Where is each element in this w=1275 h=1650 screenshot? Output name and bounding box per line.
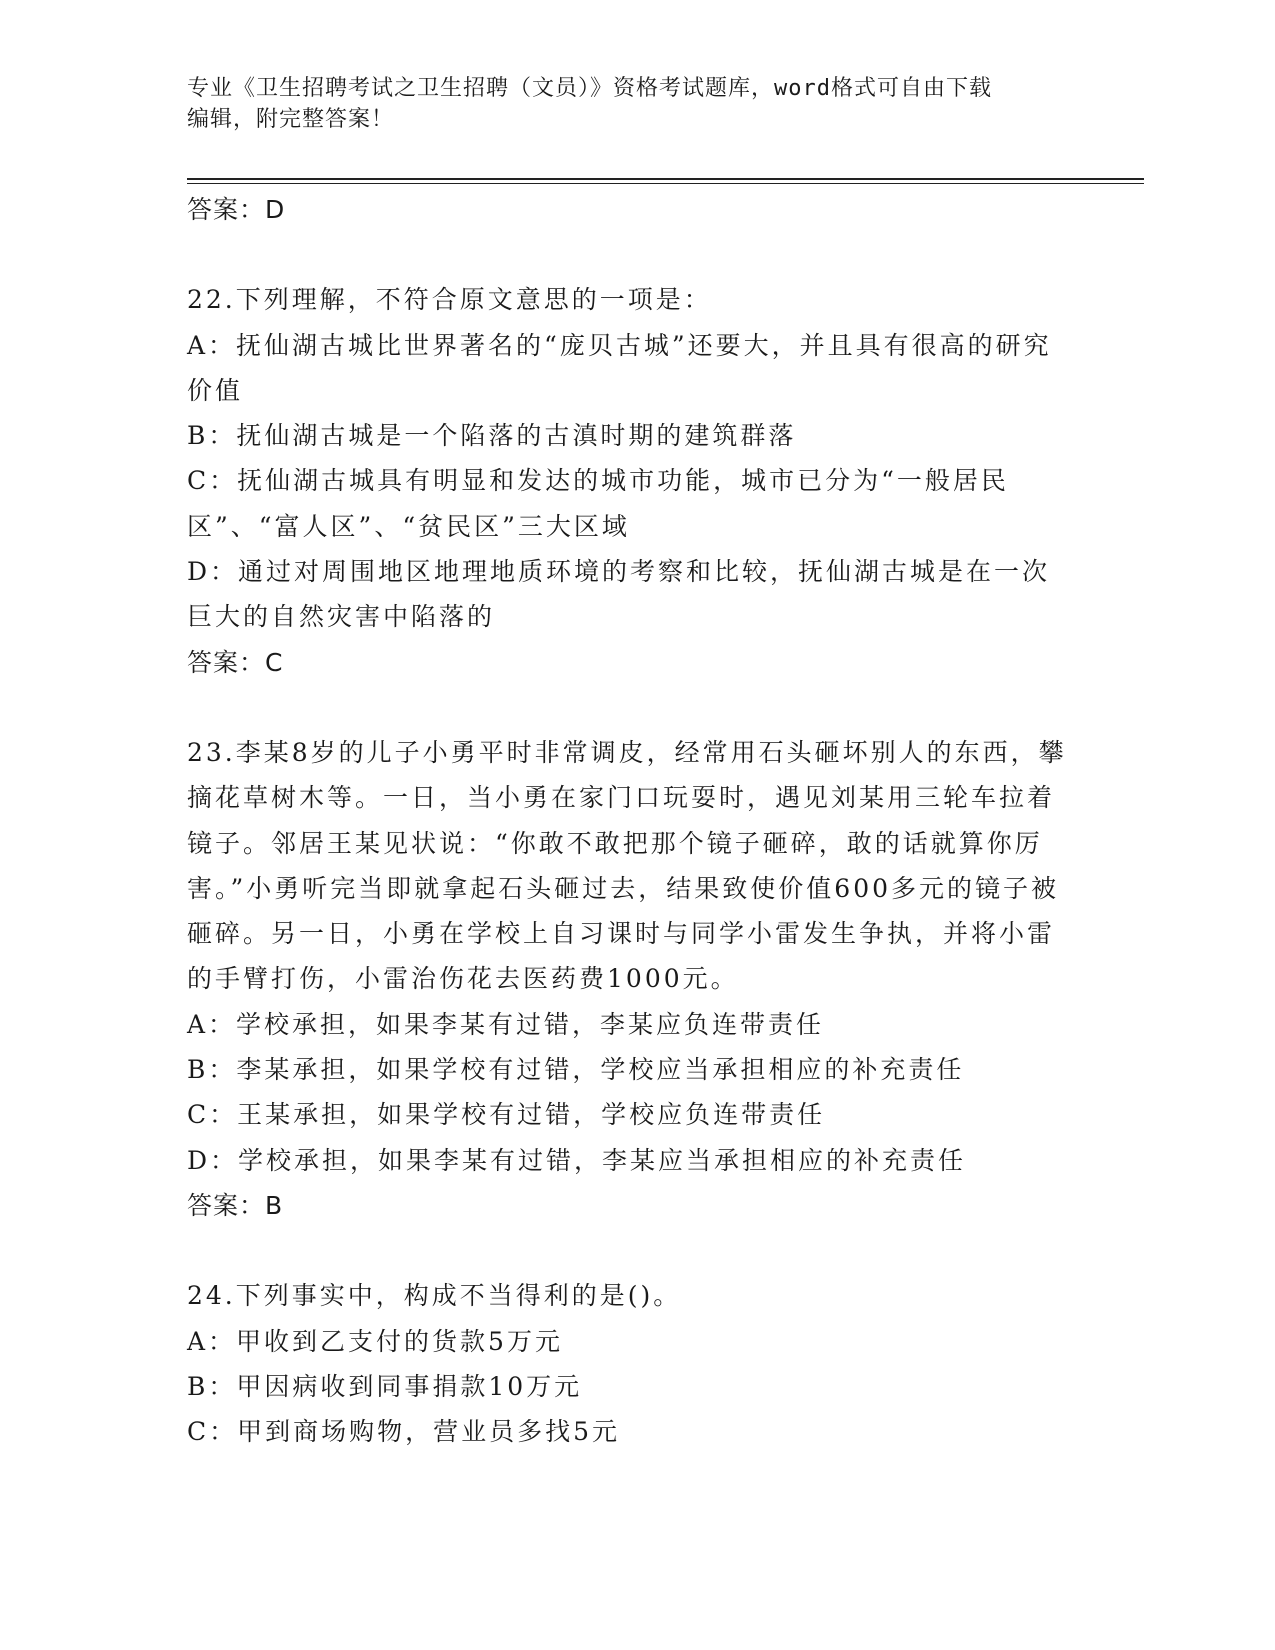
question-content <box>187 187 1067 1454</box>
option-d: D：学校承担，如果李某有过错，李某应当承担相应的补充责任 <box>187 1145 967 1175</box>
answer-line: 答案：C <box>187 647 284 677</box>
question-stem: 22.下列理解，不符合原文意思的一项是： <box>187 285 712 315</box>
question-stem: 23.李某8岁的儿子小勇平时非常调皮，经常用石头砸坏别人的东西，攀摘花草树木等。一日，当小勇在家门口玩耍时，遇见刘某用三轮车拉着镜子。邻居王某见状说：“你敢不敢把那个镜子砸碎，敢的话就算你厉害。”小勇听完当即就拿起石头砸过去，结果致使价值600多元的镜子被砸碎。另一日，小勇在学校上自习课时与同学小雷发生争执，并将小雷的手臂打伤，小雷治伤花去医药费1000元。 <box>187 737 1067 994</box>
option-a: A：甲收到乙支付的货款5万元 <box>187 1326 563 1356</box>
header-rule-thin <box>187 183 1144 184</box>
option-c: C：甲到商场购物，营业员多找5元 <box>187 1417 621 1447</box>
option-b: B：甲因病收到同事捐款10万元 <box>187 1371 583 1401</box>
option-d: D：通过对周围地区地理地质环境的考察和比较，抚仙湖古城是在一次巨大的自然灾害中陷落的 <box>187 557 1051 632</box>
answer-line: 答案：D <box>187 195 286 224</box>
option-a: A：抚仙湖古城比世界著名的“庞贝古城”还要大，并且具有很高的研究价值 <box>187 330 1052 405</box>
option-b: B：李某承担，如果学校有过错，学校应当承担相应的补充责任 <box>187 1055 965 1085</box>
spacer <box>187 232 1067 277</box>
header-line-1: 专业《卫生招聘考试之卫生招聘（文员）》资格考试题库，word格式可自由下载 <box>187 76 992 101</box>
option-c: C：抚仙湖古城具有明显和发达的城市功能，城市已分为“一般居民区”、“富人区”、“贫民区”三大区域 <box>187 466 1009 541</box>
spacer <box>187 1228 1067 1273</box>
spacer <box>187 685 1067 730</box>
answer-line: 答案：B <box>187 1190 284 1220</box>
option-b: B：抚仙湖古城是一个陷落的古滇时期的建筑群落 <box>187 421 797 451</box>
document-header <box>187 73 1067 135</box>
question-stem: 24.下列事实中，构成不当得利的是()。 <box>187 1281 682 1311</box>
header-line-2: 编辑，附完整答案！ <box>187 107 395 132</box>
option-a: A：学校承担，如果李某有过错，李某应负连带责任 <box>187 1009 825 1039</box>
header-rule-thick <box>187 178 1144 180</box>
option-c: C：王某承担，如果学校有过错，学校应负连带责任 <box>187 1100 826 1130</box>
